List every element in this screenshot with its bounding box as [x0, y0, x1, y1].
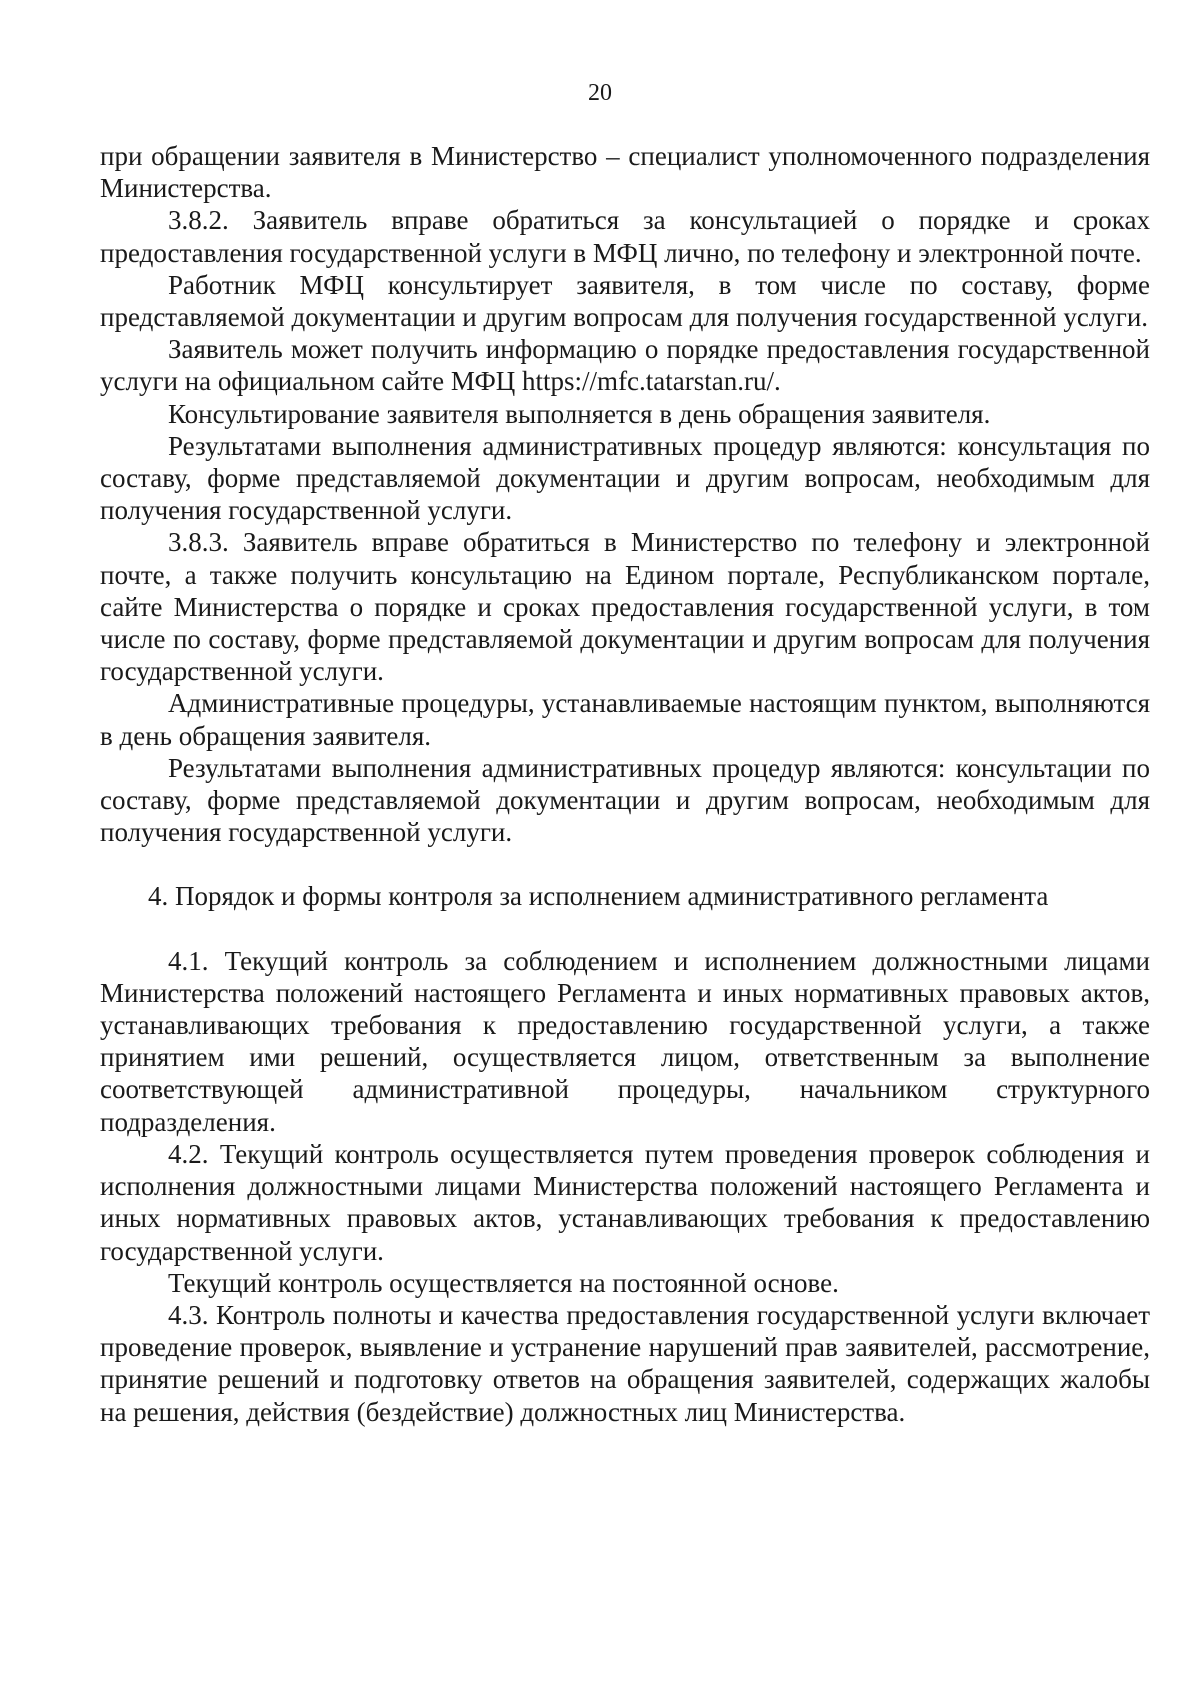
paragraph-mfc-worker: Работник МФЦ консультирует заявителя, в том числе по составу, форме представляемой документации и другим вопросам для получения государственной услуги. — [100, 269, 1150, 333]
paragraph-4-2: 4.2. Текущий контроль осуществляется путем проведения проверок соблюдения и исполнения должностными лицами Министерства положений настоящего Регламента и иных нормативных правовых актов, устанавливающих требования к предоставлению государственной услуги. — [100, 1138, 1150, 1266]
paragraph-4-1: 4.1. Текущий контроль за соблюдением и исполнением должностными лицами Министерства положений настоящего Регламента и иных нормативных правовых актов, устанавливающих требования к предоставлению государственной услуги, а также принятием ими решений, осуществляется лицом, ответственным за выполнение соответствующей административной процедуры, начальником структурного подразделения. — [100, 945, 1150, 1137]
paragraph-mfc-website: Заявитель может получить информацию о порядке предоставления государственной услуги на официальном сайте МФЦ https://mfc.tatarstan.ru/. — [100, 334, 1150, 397]
paragraph-4-3: 4.3. Контроль полноты и качества предоставления государственной услуги включает проведение проверок, выявление и устранение нарушений прав заявителей, рассмотрение, принятие решений и подготовку ответов на обращения заявителей, содержащих жалобы на решения, действия (бездействие) должностных лиц Министерства. — [100, 1299, 1150, 1427]
paragraph-results-1: Результатами выполнения административных процедур являются: консультация по составу, форме представляемой документации и другим вопросам, необходимым для получения государственной услуги. — [100, 430, 1150, 526]
paragraph-ongoing-control: Текущий контроль осуществляется на постоянной основе. — [168, 1267, 839, 1298]
paragraph-3-8-2: 3.8.2. Заявитель вправе обратиться за консультацией о порядке и сроках предоставления государственной услуги в МФЦ лично, по телефону и электронной почте. — [100, 205, 1150, 268]
section-heading-4: 4. Порядок и формы контроля за исполнением административного регламента — [148, 881, 1049, 912]
page-number: 20 — [588, 80, 612, 106]
paragraph-continuation: при обращении заявителя в Министерство – специалист уполномоченного подразделения Министерства. — [100, 141, 1150, 204]
paragraph-admin-procedures: Административные процедуры, устанавливаемые настоящим пунктом, выполняются в день обращения заявителя. — [100, 688, 1150, 751]
paragraph-3-8-3: 3.8.3. Заявитель вправе обратиться в Министерство по телефону и электронной почте, а также получить консультацию на Едином портале, Республиканском портале, сайте Министерства о порядке и сроках предоставления государственной услуги, в том числе по составу, форме представляемой документации и другим вопросам для получения государственной услуги. — [100, 527, 1150, 687]
paragraph-results-2: Результатами выполнения административных процедур являются: консультации по составу, форме представляемой документации и другим вопросам, необходимым для получения государственной услуги. — [100, 752, 1150, 848]
paragraph-consultation-day: Консультирование заявителя выполняется в день обращения заявителя. — [168, 398, 991, 429]
document-body — [100, 140, 1150, 1428]
